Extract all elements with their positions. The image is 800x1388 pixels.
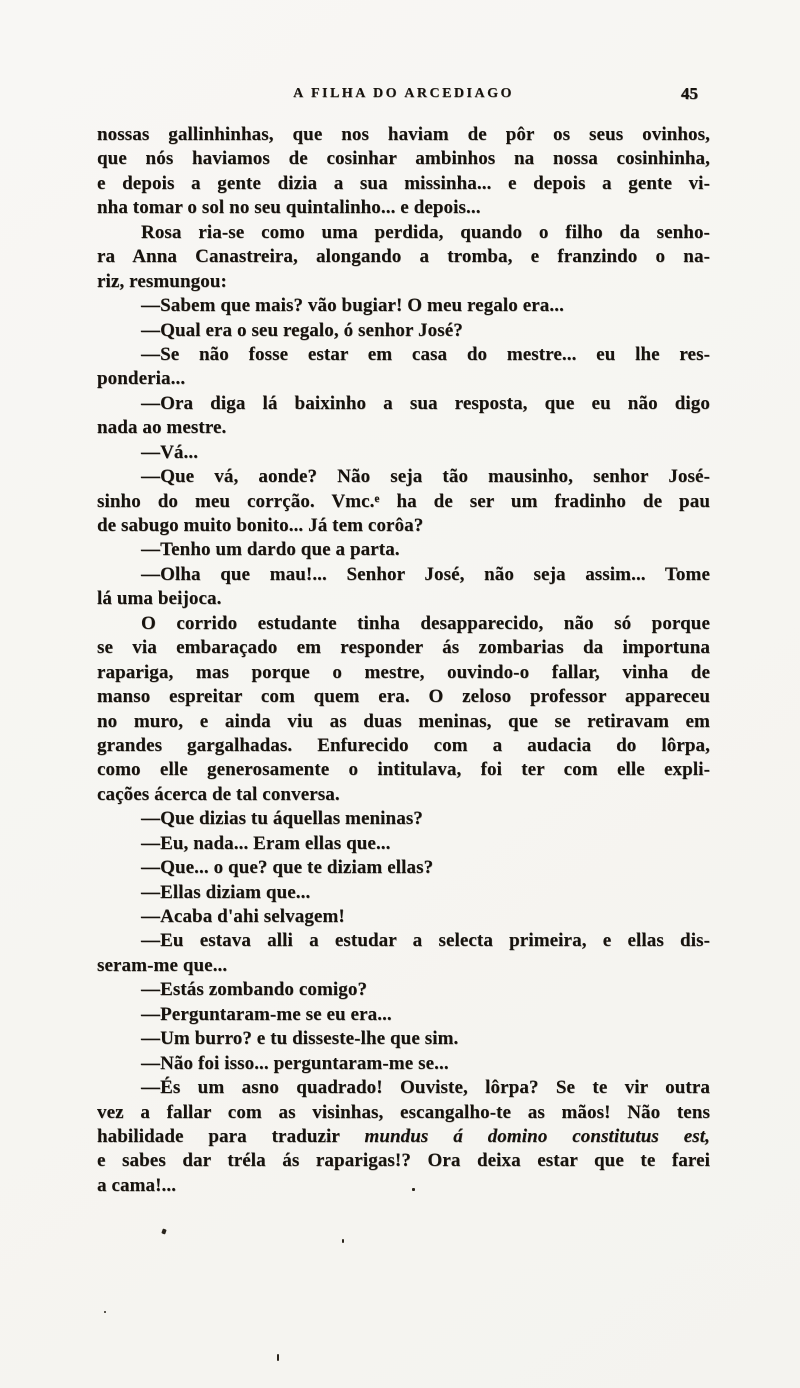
- text-line: [97, 807, 710, 831]
- text-segment: —Sabem que mais? vão bugiar! O meu regalo era...: [141, 295, 564, 317]
- text-block: [97, 123, 710, 1198]
- text-segment: —Eu, nada... Eram ellas que...: [141, 832, 391, 854]
- text-line: [97, 856, 710, 880]
- text-segment: —Vá...: [141, 441, 199, 463]
- text-line: [97, 343, 710, 367]
- text-segment: —Perguntaram-me se eu era...: [141, 1003, 392, 1025]
- text-segment: como elle generosamente o intitulava, foi ter com elle expli-: [97, 759, 710, 781]
- text-segment: sinho do meu corrção. Vmc.ᵉ ha de ser um fradinho de pau: [97, 490, 710, 512]
- text-line: [97, 196, 710, 220]
- text-segment: de sabugo muito bonito... Já tem corôa?: [97, 515, 424, 536]
- text-line: [97, 1125, 710, 1149]
- text-segment: —Tenho um dardo que a parta.: [141, 539, 400, 561]
- text-segment: —Acaba d'ahi selvagem!: [141, 906, 345, 927]
- text-segment: —Se não fosse estar em casa do mestre... eu lhe res-: [141, 343, 710, 365]
- text-line: [97, 147, 710, 171]
- text-line: [97, 685, 710, 709]
- text-line: [97, 1003, 710, 1027]
- text-line: [97, 392, 710, 416]
- text-segment: nada ao mestre.: [97, 417, 227, 439]
- text-segment: ponderia...: [97, 368, 186, 390]
- text-segment: —Qual era o seu regalo, ó senhor José?: [141, 319, 463, 341]
- text-line: [97, 563, 710, 587]
- text-line: [97, 905, 710, 929]
- text-segment: habilidade para traduzir: [97, 1125, 365, 1147]
- text-segment: grandes gargalhadas. Enfurecido com a audacia do lôrpa,: [97, 734, 710, 756]
- text-line: [97, 294, 710, 318]
- text-segment: rapariga, mas porque o mestre, ouvindo-o fallar, vinha de: [97, 661, 710, 683]
- text-segment: cações ácerca de tal conversa.: [97, 783, 340, 805]
- text-segment: manso espreitar com quem era. O zeloso professor appareceu: [97, 686, 710, 708]
- running-head: [97, 84, 710, 106]
- text-line: [97, 1149, 710, 1173]
- text-segment: que nós haviamos de cosinhar ambinhos na nossa cosinhinha,: [97, 148, 710, 170]
- scan-speck: [277, 1354, 279, 1361]
- text-line: [97, 465, 710, 489]
- text-segment: —Eu estava alli a estudar a selecta primeira, e ellas dis-: [141, 930, 710, 952]
- text-segment: —Ellas diziam que...: [141, 881, 311, 903]
- text-segment: no muro, e ainda viu as duas meninas, que se retiravam em: [97, 710, 710, 732]
- text-line: [97, 734, 710, 758]
- text-segment: O corrido estudante tinha desapparecido, não só porque: [141, 612, 710, 634]
- page-number: 45: [681, 84, 698, 103]
- text-line: [97, 1076, 710, 1100]
- text-segment: —Estás zombando comigo?: [141, 979, 368, 1001]
- text-line: [97, 1052, 710, 1076]
- text-line: [97, 367, 710, 391]
- page-title: A FILHA DO ARCEDIAGO: [293, 86, 514, 101]
- text-segment: —Olha que mau!... Senhor José, não seja assim... Tome: [141, 563, 710, 585]
- text-segment: riz, resmungou:: [97, 270, 227, 292]
- text-segment: e depois a gente dizia a sua missinha... e depois a gente vi-: [97, 172, 710, 194]
- scan-speck: [104, 1311, 106, 1313]
- text-line: [97, 1027, 710, 1051]
- scan-speck: [161, 1228, 166, 1234]
- text-line: [97, 710, 710, 734]
- text-line: [97, 245, 710, 269]
- text-line: [97, 612, 710, 636]
- text-line: [97, 832, 710, 856]
- text-segment: ra Anna Canastreira, alongando a tromba, e franzindo o na-: [97, 246, 710, 268]
- text-segment: —Que vá, aonde? Não seja tão mausinho, senhor José-: [141, 466, 710, 488]
- text-segment: nha tomar o sol no seu quintalinho... e depois...: [97, 197, 481, 219]
- text-line: [97, 1174, 710, 1198]
- scan-speck: [342, 1239, 344, 1243]
- text-segment: nossas gallinhinhas, que nos haviam de pôr os seus ovinhos,: [97, 124, 710, 145]
- text-segment: seram-me que...: [97, 954, 228, 976]
- text-segment: —Ora diga lá baixinho a sua resposta, que eu não digo: [141, 392, 710, 414]
- text-segment: —Não foi isso... perguntaram-me se...: [141, 1052, 449, 1074]
- text-segment: se via embaraçado em responder ás zombarias da importuna: [97, 637, 710, 659]
- text-segment: —Um burro? e tu disseste-lhe que sim.: [141, 1028, 459, 1050]
- text-segment: —És um asno quadrado! Ouviste, lôrpa? Se te vir outra: [141, 1077, 710, 1099]
- text-line: [97, 490, 710, 514]
- text-segment: —Que... o que? que te diziam ellas?: [141, 857, 434, 879]
- text-segment: a cama!...: [97, 1174, 177, 1196]
- text-segment: mundus á domino constitutus est,: [364, 1125, 710, 1147]
- text-line: [97, 319, 710, 343]
- text-line: [97, 172, 710, 196]
- text-line: [97, 1101, 710, 1125]
- text-line: [97, 270, 710, 294]
- scan-speck: [412, 1188, 415, 1191]
- text-line: [97, 954, 710, 978]
- text-line: [97, 587, 710, 611]
- text-line: [97, 221, 710, 245]
- text-line: [97, 783, 710, 807]
- text-segment: lá uma beijoca.: [97, 588, 222, 610]
- text-line: [97, 123, 710, 147]
- text-line: [97, 758, 710, 782]
- text-segment: vez a fallar com as visinhas, escangalho-te as mãos! Não tens: [97, 1101, 710, 1123]
- text-line: [97, 538, 710, 562]
- text-line: [97, 881, 710, 905]
- text-line: [97, 929, 710, 953]
- text-segment: e sabes dar tréla ás raparigas!? Ora deixa estar que te farei: [97, 1150, 710, 1172]
- text-segment: Rosa ria-se como uma perdida, quando o filho da senho-: [141, 221, 710, 243]
- text-line: [97, 514, 710, 538]
- text-line: [97, 636, 710, 660]
- text-line: [97, 661, 710, 685]
- text-segment: —Que dizias tu áquellas meninas?: [141, 808, 423, 830]
- text-line: [97, 416, 710, 440]
- text-line: [97, 441, 710, 465]
- text-line: [97, 978, 710, 1002]
